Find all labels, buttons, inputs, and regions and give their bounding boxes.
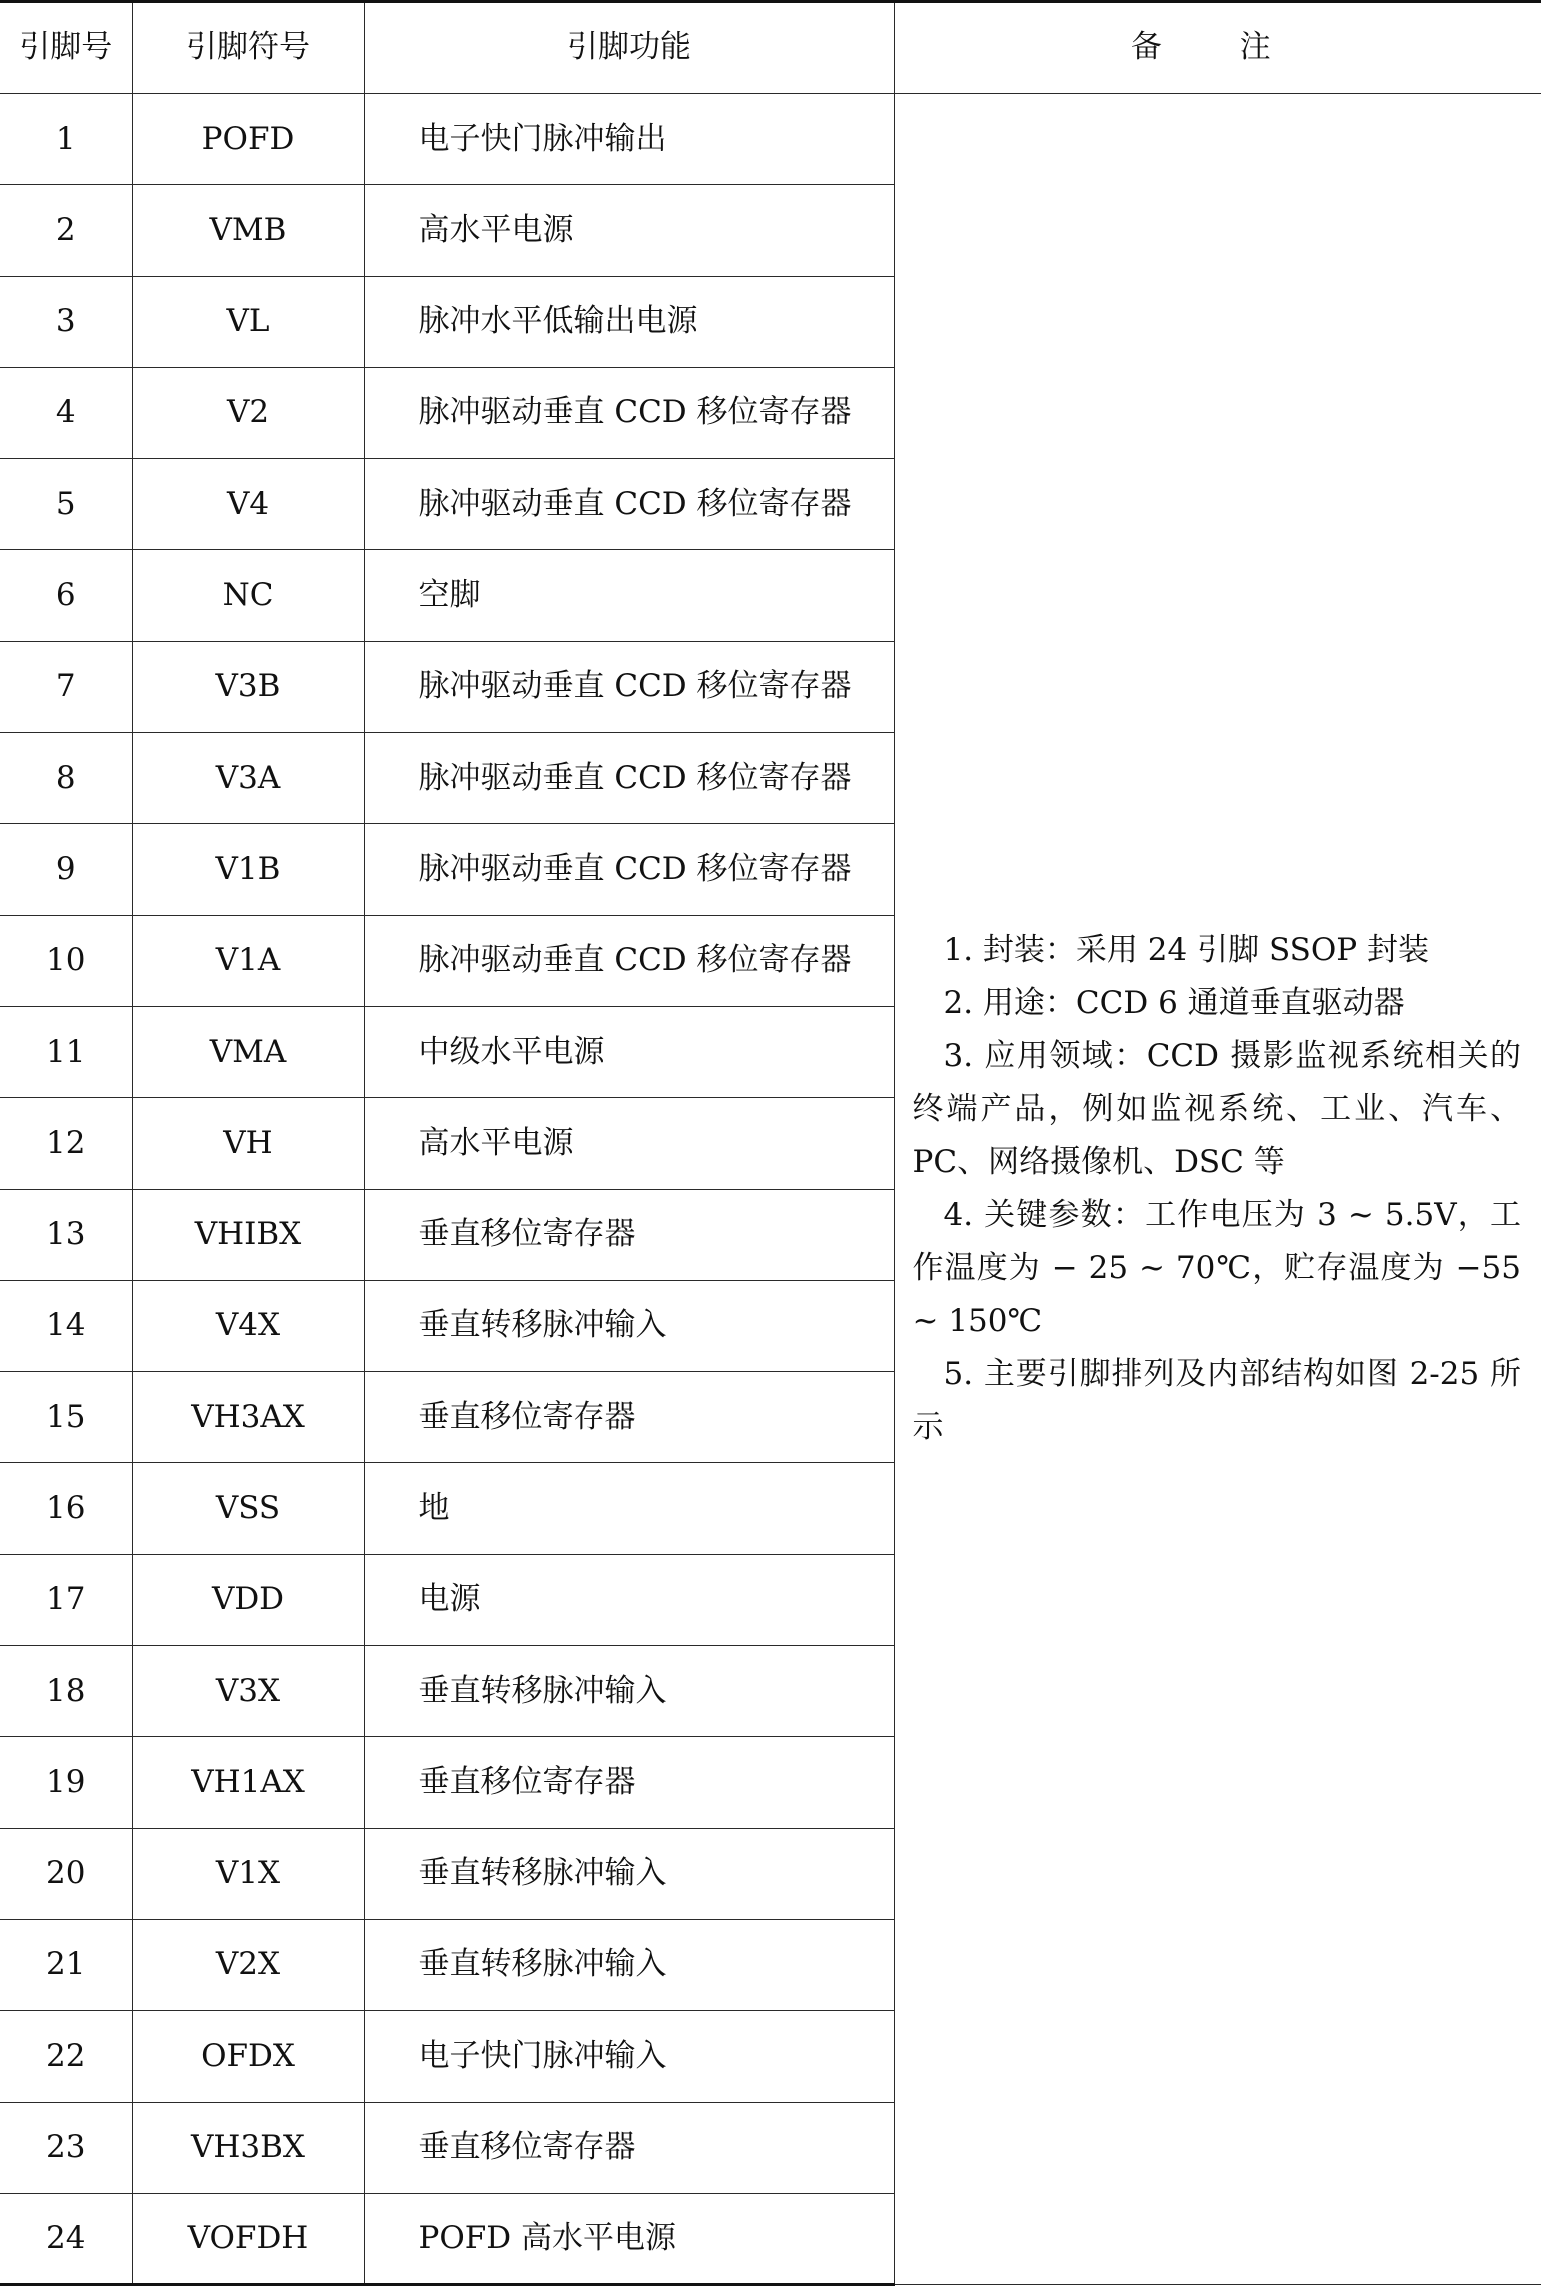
header-pin-symbol: 引脚符号 (132, 2, 364, 94)
pin-number-cell: 9 (0, 824, 132, 915)
remarks-line: 1. 封装：采用 24 引脚 SSOP 封装 (943, 932, 1429, 969)
pin-symbol-cell: VH3BX (132, 2102, 364, 2193)
pin-number-cell: 19 (0, 1737, 132, 1828)
pin-number-cell: 15 (0, 1372, 132, 1463)
pin-symbol-cell: V3B (132, 641, 364, 732)
remarks-line: 4. 关键参数：工作电压为 3 ~ 5.5V，工作温度为 − 25 ~ 70℃，贮存温度为 −55 ~ 150℃ (912, 1197, 1521, 1340)
pin-number-cell: 14 (0, 1280, 132, 1371)
pin-function-cell: 空脚 (364, 550, 894, 641)
pin-number-cell: 17 (0, 1554, 132, 1645)
pin-symbol-cell: POFD (132, 94, 364, 185)
pin-function-cell: 中级水平电源 (364, 1006, 894, 1097)
pin-number-cell: 16 (0, 1463, 132, 1554)
pin-function-cell: 垂直移位寄存器 (364, 1737, 894, 1828)
pin-symbol-cell: V4 (132, 459, 364, 550)
pin-number-cell: 24 (0, 2193, 132, 2284)
pin-symbol-cell: V3X (132, 1646, 364, 1737)
table-body (0, 94, 1541, 2285)
pin-symbol-cell: V3A (132, 733, 364, 824)
pin-number-cell: 1 (0, 94, 132, 185)
pin-symbol-cell: VOFDH (132, 2193, 364, 2284)
remarks-cell (894, 94, 1541, 2285)
pin-function-cell: 脉冲驱动垂直 CCD 移位寄存器 (364, 824, 894, 915)
pin-symbol-cell: V1B (132, 824, 364, 915)
pin-number-cell: 6 (0, 550, 132, 641)
remarks-line: 2. 用途：CCD 6 通道垂直驱动器 (943, 985, 1405, 1022)
pin-symbol-cell: VSS (132, 1463, 364, 1554)
pin-function-cell: 高水平电源 (364, 185, 894, 276)
pin-function-cell: 垂直移位寄存器 (364, 2102, 894, 2193)
table-row (0, 94, 1541, 185)
header-row (0, 2, 1541, 94)
pin-number-cell: 18 (0, 1646, 132, 1737)
pin-function-cell: 高水平电源 (364, 1098, 894, 1189)
pin-symbol-cell: NC (132, 550, 364, 641)
pin-number-cell: 20 (0, 1828, 132, 1919)
pin-symbol-cell: VL (132, 276, 364, 367)
pin-function-cell: 垂直转移脉冲输入 (364, 1828, 894, 1919)
pin-symbol-cell: OFDX (132, 2011, 364, 2102)
pin-function-cell: 电源 (364, 1554, 894, 1645)
pin-symbol-cell: V4X (132, 1280, 364, 1371)
pin-number-cell: 8 (0, 733, 132, 824)
pin-number-cell: 2 (0, 185, 132, 276)
pin-function-cell: 垂直移位寄存器 (364, 1372, 894, 1463)
pin-symbol-cell: V1A (132, 915, 364, 1006)
pin-function-cell: 垂直移位寄存器 (364, 1189, 894, 1280)
pin-function-cell: 脉冲驱动垂直 CCD 移位寄存器 (364, 915, 894, 1006)
pin-number-cell: 12 (0, 1098, 132, 1189)
header-remarks: 备 注 (894, 2, 1541, 94)
pin-function-cell: 地 (364, 1463, 894, 1554)
pin-number-cell: 21 (0, 1919, 132, 2010)
pin-number-cell: 23 (0, 2102, 132, 2193)
remarks-line: 3. 应用领域：CCD 摄影监视系统相关的终端产品，例如监视系统、工业、汽车、PC、网络摄像机、DSC 等 (912, 1038, 1521, 1181)
pin-symbol-cell: VHIBX (132, 1189, 364, 1280)
pin-number-cell: 11 (0, 1006, 132, 1097)
pin-number-cell: 10 (0, 915, 132, 1006)
pin-function-cell: 垂直转移脉冲输入 (364, 1919, 894, 2010)
header-pin-number: 引脚号 (0, 2, 132, 94)
pin-symbol-cell: VH (132, 1098, 364, 1189)
pin-number-cell: 4 (0, 367, 132, 458)
pin-function-cell: 电子快门脉冲输入 (364, 2011, 894, 2102)
pin-symbol-cell: V2 (132, 367, 364, 458)
pin-function-cell: 垂直转移脉冲输入 (364, 1646, 894, 1737)
pin-symbol-cell: VH3AX (132, 1372, 364, 1463)
pin-function-cell: 脉冲驱动垂直 CCD 移位寄存器 (364, 733, 894, 824)
pin-symbol-cell: V1X (132, 1828, 364, 1919)
pin-function-cell: 脉冲驱动垂直 CCD 移位寄存器 (364, 367, 894, 458)
pin-number-cell: 7 (0, 641, 132, 732)
pin-symbol-cell: VDD (132, 1554, 364, 1645)
pin-function-cell: 电子快门脉冲输出 (364, 94, 894, 185)
pin-number-cell: 13 (0, 1189, 132, 1280)
header-pin-function: 引脚功能 (364, 2, 894, 94)
pin-function-cell: 脉冲驱动垂直 CCD 移位寄存器 (364, 641, 894, 732)
pin-function-cell: 脉冲驱动垂直 CCD 移位寄存器 (364, 459, 894, 550)
pin-number-cell: 3 (0, 276, 132, 367)
pin-symbol-cell: VH1AX (132, 1737, 364, 1828)
table-header (0, 2, 1541, 94)
pin-function-cell: 脉冲水平低输出电源 (364, 276, 894, 367)
pin-number-cell: 5 (0, 459, 132, 550)
pin-symbol-cell: V2X (132, 1919, 364, 2010)
pin-number-cell: 22 (0, 2011, 132, 2102)
pin-function-cell: POFD 高水平电源 (364, 2193, 894, 2284)
pin-symbol-cell: VMA (132, 1006, 364, 1097)
pin-symbol-cell: VMB (132, 185, 364, 276)
pin-function-cell: 垂直转移脉冲输入 (364, 1280, 894, 1371)
remarks-line: 5. 主要引脚排列及内部结构如图 2-25 所示 (912, 1356, 1521, 1446)
